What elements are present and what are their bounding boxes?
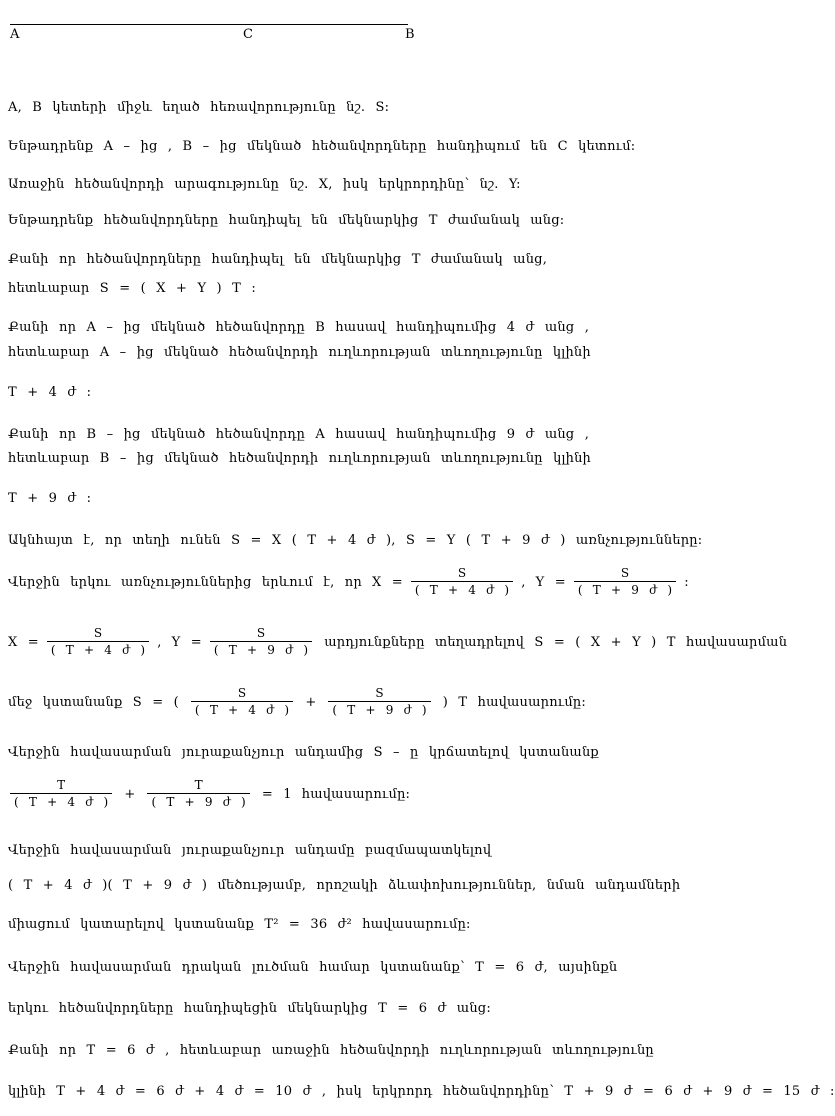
t-fraction-2-den: ( T + 9 ժ )	[147, 793, 249, 810]
text-line-7a: Քանի որ B – ից մեկնած հեծանվորդը A հասավ հանդիպումից 9 ժ անց ,	[8, 427, 590, 442]
text-line-2: Ենթադրենք A – ից , B – ից մեկնած հեծանվորդները հանդիպում են C կետում:	[8, 139, 636, 154]
s-fraction-1-num: S	[237, 686, 247, 700]
line-11-lead: մեջ կստանանք S = (	[8, 694, 179, 710]
x-formula-2	[8, 626, 162, 658]
x-numerator-2: S	[93, 626, 103, 640]
y-equals-2: Y =	[171, 634, 202, 650]
text-line-13	[8, 778, 698, 810]
text-line-6a: Քանի որ A – ից մեկնած հեծանվորդը B հասավ հանդիպումից 4 ժ անց ,	[8, 320, 590, 335]
y-formula-2	[172, 626, 315, 658]
x-comma: ,	[521, 574, 526, 590]
text-line-11	[8, 686, 698, 718]
text-line-20: կլինի T + 4 ժ = 6 ժ + 4 ժ = 10 ժ , իսկ երկրորդ հեծանվորդինը՝ T + 9 ժ = 6 ժ + 9 ժ = 15 ժ :	[8, 1084, 835, 1099]
text-line-1: A, B կետերի միջև եղած հեռավորությունը նշ. S:	[8, 100, 390, 115]
line-11-tail: ) T հավասարումը:	[442, 694, 586, 710]
text-line-9	[8, 566, 698, 598]
line-9-lead: Վերջին երկու առնչություններից երևում է, որ	[8, 574, 362, 590]
y-denominator-2: ( T + 9 ժ )	[210, 641, 312, 658]
x-fraction	[411, 566, 513, 598]
x-comma-2: ,	[157, 634, 162, 650]
y-formula	[536, 566, 689, 598]
text-line-19: Քանի որ T = 6 ժ , հետևաբար առաջին հեծանվորդի ուղևորության տևողությունը	[8, 1043, 654, 1058]
s-fraction-2-den: ( T + 9 ժ )	[328, 701, 430, 718]
t-fraction-1	[10, 778, 112, 810]
x-fraction-2	[47, 626, 149, 658]
text-line-5a: Քանի որ հեծանվորդները հանդիպել են մեկնարկից T ժամանակ անց,	[8, 252, 548, 267]
line-13-tail: հավասարումը:	[301, 786, 411, 802]
x-equals: X =	[372, 574, 403, 590]
x-formula	[372, 566, 526, 598]
y-denominator: ( T + 9 ժ )	[574, 581, 676, 598]
text-line-7c: T + 9 ժ :	[8, 491, 92, 506]
point-b-label: B	[405, 27, 415, 42]
s-fraction-2-num: S	[375, 686, 384, 700]
line-10-tail: արդյունքները տեղադրելով S = ( X + Y ) T հավասարման	[324, 634, 788, 650]
text-line-6c: T + 4 ժ :	[8, 385, 92, 400]
y-numerator-2: S	[256, 626, 266, 640]
text-line-4: Ենթադրենք հեծանվորդները հանդիպել են մեկնարկից T ժամանակ անց:	[8, 213, 565, 228]
y-equals: Y =	[535, 574, 566, 590]
text-line-16: միացում կատարելով կստանանք T² = 36 ժ² հավասարումը:	[8, 917, 471, 932]
x-denominator: ( T + 4 ժ )	[411, 581, 513, 598]
text-line-5b: հետևաբար S = ( X + Y ) T :	[8, 281, 256, 296]
text-line-8: Ակնհայտ է, որ տեղի ունեն S = X ( T + 4 ժ ), S = Y ( T + 9 ժ ) առնչությունները:	[8, 533, 703, 548]
t-fraction-2	[147, 778, 249, 810]
t-fraction-2-num: T	[194, 778, 203, 792]
plus-sign-1: +	[305, 694, 317, 710]
s-fraction-1-den: ( T + 4 ժ )	[191, 701, 293, 718]
y-numerator: S	[620, 566, 630, 580]
point-c-label: C	[243, 27, 253, 42]
x-equals-2: X =	[8, 634, 39, 650]
segment-ab-line	[10, 24, 408, 25]
text-line-3: Առաջին հեծանվորդի արագությունը նշ. X, իսկ երկրորդինը՝ նշ. Y:	[8, 177, 521, 192]
y-fraction-2	[210, 626, 312, 658]
text-line-17: Վերջին հավասարման դրական լուծման համար կստանանք՝ T = 6 ժ, այսինքն	[8, 960, 618, 975]
text-line-14: Վերջին հավասարման յուրաքանչյուր անդամը բազմապատկելով	[8, 843, 492, 858]
x-denominator-2: ( T + 4 ժ )	[47, 641, 149, 658]
t-fraction-1-num: T	[57, 778, 66, 792]
text-line-7b: հետևաբար B – ից մեկնած հեծանվորդի ուղևորության տևողությունը կլինի	[8, 451, 591, 466]
text-line-10	[8, 626, 788, 658]
y-fraction	[574, 566, 676, 598]
plus-sign-2: +	[124, 786, 136, 802]
x-numerator: S	[457, 566, 467, 580]
text-line-15: ( T + 4 ժ )( T + 9 ժ ) մեծությամբ, որոշակի ձևափոխություններ, նման անդամների	[8, 878, 681, 893]
s-fraction-2	[328, 686, 430, 718]
y-colon: :	[684, 574, 689, 590]
text-line-6b: հետևաբար A – ից մեկնած հեծանվորդի ուղևորության տևողությունը կլինի	[8, 345, 591, 360]
text-line-18: երկու հեծանվորդները հանդիպեցին մեկնարկից T = 6 ժ անց:	[8, 1001, 491, 1016]
text-line-12: Վերջին հավասարման յուրաքանչյուր անդամից S – ը կրճատելով կստանանք	[8, 745, 599, 760]
t-fraction-1-den: ( T + 4 ժ )	[10, 793, 112, 810]
s-fraction-1	[191, 686, 293, 718]
point-a-label: A	[10, 27, 20, 42]
equals-one: = 1	[261, 786, 292, 802]
